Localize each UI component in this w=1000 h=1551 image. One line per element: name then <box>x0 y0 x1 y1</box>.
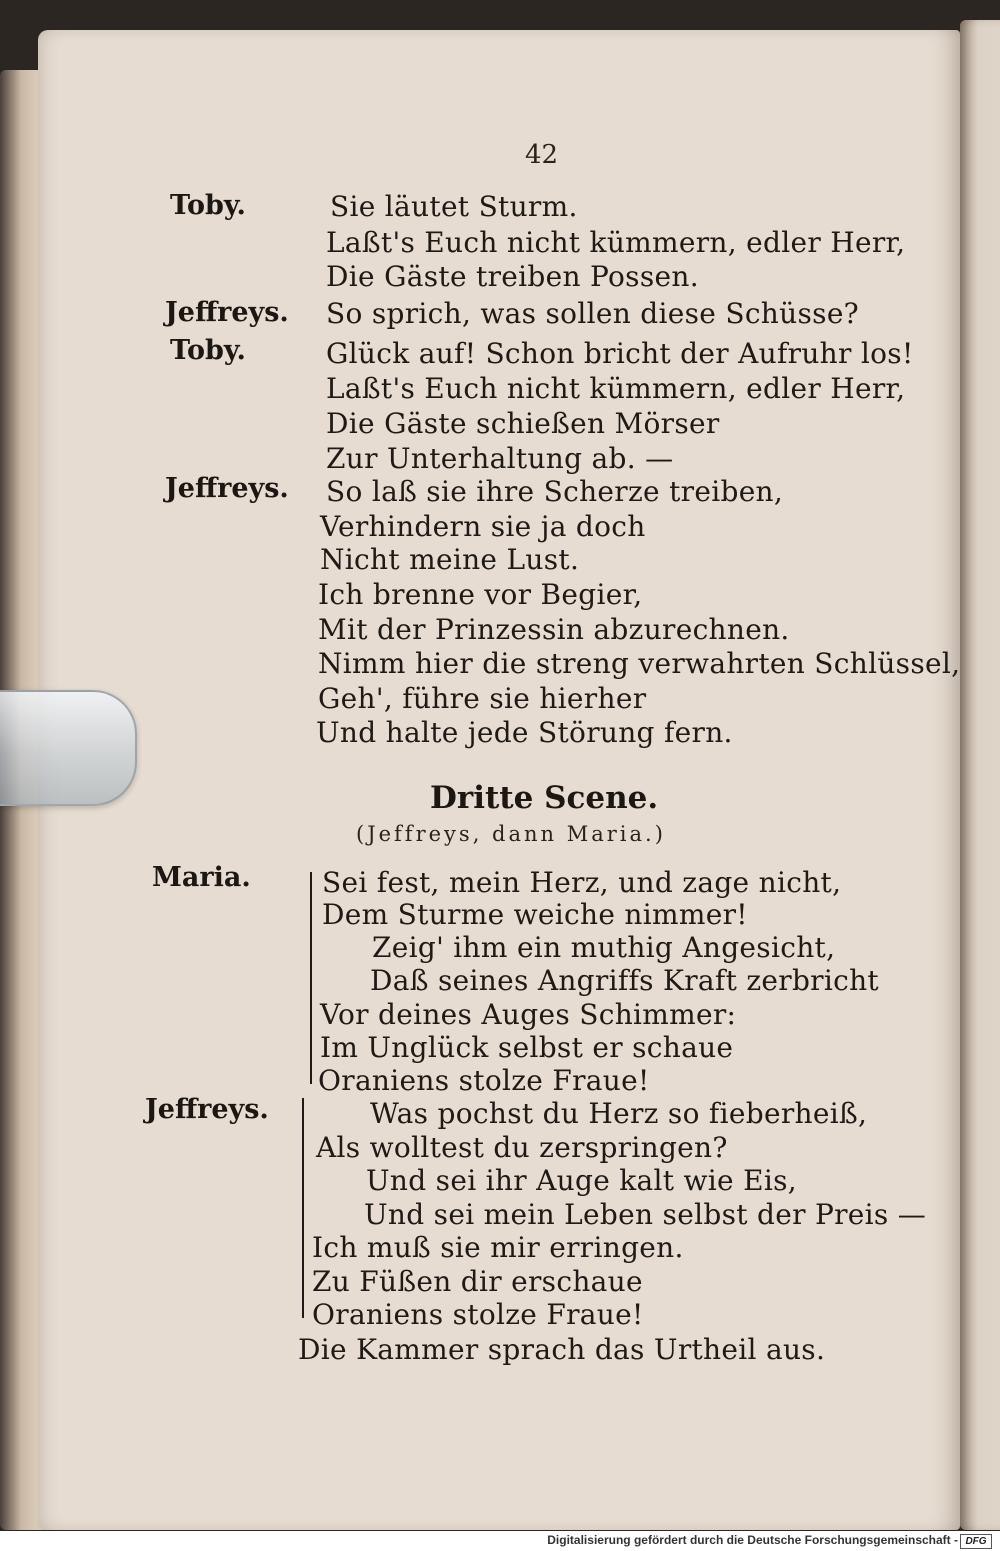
dialogue-line: Zur Unterhaltung ab. — <box>326 442 674 475</box>
dialogue-line: Geh', führe sie hierher <box>318 682 647 715</box>
page-number: 42 <box>525 140 559 170</box>
dialogue-line: Mit der Prinzessin abzurechnen. <box>318 613 790 646</box>
stage-direction: (Jeffreys, dann Maria.) <box>356 822 666 846</box>
dialogue-line: Die Gäste treiben Possen. <box>326 260 699 293</box>
dialogue-line: So laß sie ihre Scherze treiben, <box>326 475 784 508</box>
dialogue-line: Verhindern sie ja doch <box>320 510 646 543</box>
duet-line: Und sei mein Leben selbst der Preis — <box>364 1198 927 1231</box>
dialogue-line: Nimm hier die streng verwahrten Schlüssel, <box>318 647 961 680</box>
duet-line: Dem Sturme weiche nimmer! <box>322 898 748 931</box>
duet-line: Sei fest, mein Herz, und zage nicht, <box>322 866 842 899</box>
dialogue-line: Glück auf! Schon bricht der Aufruhr los! <box>326 337 914 370</box>
speaker-label: Maria. <box>152 862 251 893</box>
speaker-label: Toby. <box>170 190 246 221</box>
speaker-label: Jeffreys. <box>145 1094 269 1125</box>
scene-title: Dritte Scene. <box>430 780 659 816</box>
brace-maria <box>310 872 320 1084</box>
duet-line: Und sei ihr Auge kalt wie Eis, <box>366 1164 797 1197</box>
duet-line: Was pochst du Herz so fieberheiß, <box>370 1097 868 1130</box>
duet-line: Ich muß sie mir erringen. <box>312 1231 684 1264</box>
duet-line: Oraniens stolze Fraue! <box>312 1298 644 1331</box>
speaker-label: Toby. <box>170 335 246 366</box>
next-page-edge <box>960 20 1000 1530</box>
duet-line: Im Unglück selbst er schaue <box>320 1031 734 1064</box>
duet-line: Zu Füßen dir erschaue <box>312 1265 643 1298</box>
dialogue-line: Laßt's Euch nicht kümmern, edler Herr, <box>326 226 906 259</box>
dialogue-line: So sprich, was sollen diese Schüsse? <box>326 297 859 330</box>
footer-text: Digitalisierung gefördert durch die Deutsche Forschungsgemeinschaft - <box>547 1533 958 1547</box>
dialogue-line: Nicht meine Lust. <box>320 543 580 576</box>
duet-line: Oraniens stolze Fraue! <box>318 1064 650 1097</box>
dialogue-line: Sie läutet Sturm. <box>330 190 578 223</box>
duet-line: Zeig' ihm ein muthig Angesicht, <box>372 931 836 964</box>
speaker-label: Jeffreys. <box>165 297 289 328</box>
dialogue-line: Und halte jede Störung fern. <box>316 716 733 749</box>
speaker-label: Jeffreys. <box>165 473 289 504</box>
duet-line: Als wolltest du zerspringen? <box>316 1131 728 1164</box>
dialogue-line: Die Gäste schießen Mörser <box>326 407 720 440</box>
dialogue-line: Ich brenne vor Begier, <box>318 578 643 611</box>
footer-bar <box>0 1531 1000 1551</box>
duet-line: Die Kammer sprach das Urtheil aus. <box>298 1333 826 1366</box>
duet-line: Vor deines Auges Schimmer: <box>320 998 737 1031</box>
duet-line: Daß seines Angriffs Kraft zerbricht <box>370 964 879 997</box>
brace-jeffreys <box>302 1098 312 1318</box>
dfg-logo: DFG <box>960 1534 992 1549</box>
dialogue-line: Laßt's Euch nicht kümmern, edler Herr, <box>326 372 906 405</box>
page-clip <box>0 690 137 806</box>
